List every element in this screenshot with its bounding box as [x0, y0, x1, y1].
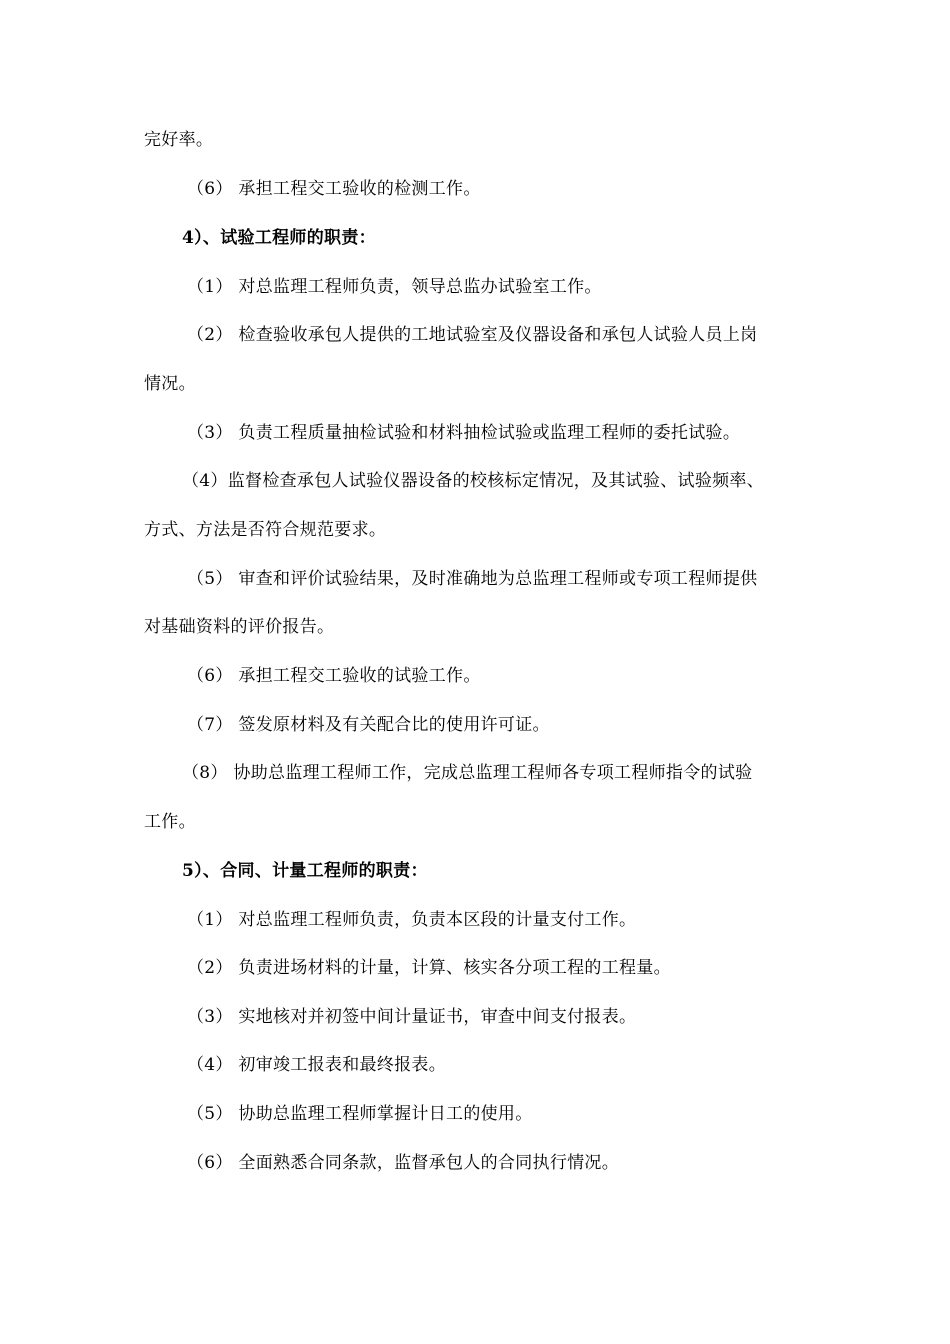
list-item: （1） 对总监理工程师负责，负责本区段的计量支付工作。 — [187, 910, 637, 930]
list-item: （6） 承担工程交工验收的试验工作。 — [187, 666, 481, 686]
list-item: （6） 全面熟悉合同条款，监督承包人的合同执行情况。 — [187, 1153, 620, 1173]
paragraph-continuation: 方式、方法是否符合规范要求。 — [144, 520, 387, 540]
list-item: （3） 负责工程质量抽检试验和材料抽检试验或监理工程师的委托试验。 — [187, 423, 741, 443]
list-item: （5） 协助总监理工程师掌握计日工的使用。 — [187, 1104, 533, 1124]
list-item: （3） 实地核对并初签中间计量证书，审查中间支付报表。 — [187, 1007, 637, 1027]
list-item: （5） 审查和评价试验结果，及时准确地为总监理工程师或专项工程师提供 — [187, 569, 758, 589]
paragraph-continuation: 情况。 — [144, 374, 196, 394]
paragraph-continuation: 工作。 — [144, 812, 196, 832]
list-item: （4）监督检查承包人试验仪器设备的校核标定情况，及其试验、试验频率、 — [182, 471, 765, 491]
list-item: （6） 承担工程交工验收的检测工作。 — [187, 179, 481, 199]
list-item: （2） 检查验收承包人提供的工地试验室及仪器设备和承包人试验人员上岗 — [187, 325, 758, 345]
list-item: （2） 负责进场材料的计量，计算、核实各分项工程的工程量。 — [187, 958, 671, 978]
paragraph-continuation: 对基础资料的评价报告。 — [144, 617, 335, 637]
paragraph-continuation: 完好率。 — [144, 130, 214, 150]
list-item: （4） 初审竣工报表和最终报表。 — [187, 1055, 447, 1075]
list-item: （8） 协助总监理工程师工作，完成总监理工程师各专项工程师指令的试验 — [182, 763, 753, 783]
section-heading: 4）、试验工程师的职责： — [182, 228, 376, 248]
section-heading: 5）、合同、计量工程师的职责： — [182, 861, 428, 881]
list-item: （7） 签发原材料及有关配合比的使用许可证。 — [187, 715, 550, 735]
list-item: （1） 对总监理工程师负责，领导总监办试验室工作。 — [187, 277, 602, 297]
